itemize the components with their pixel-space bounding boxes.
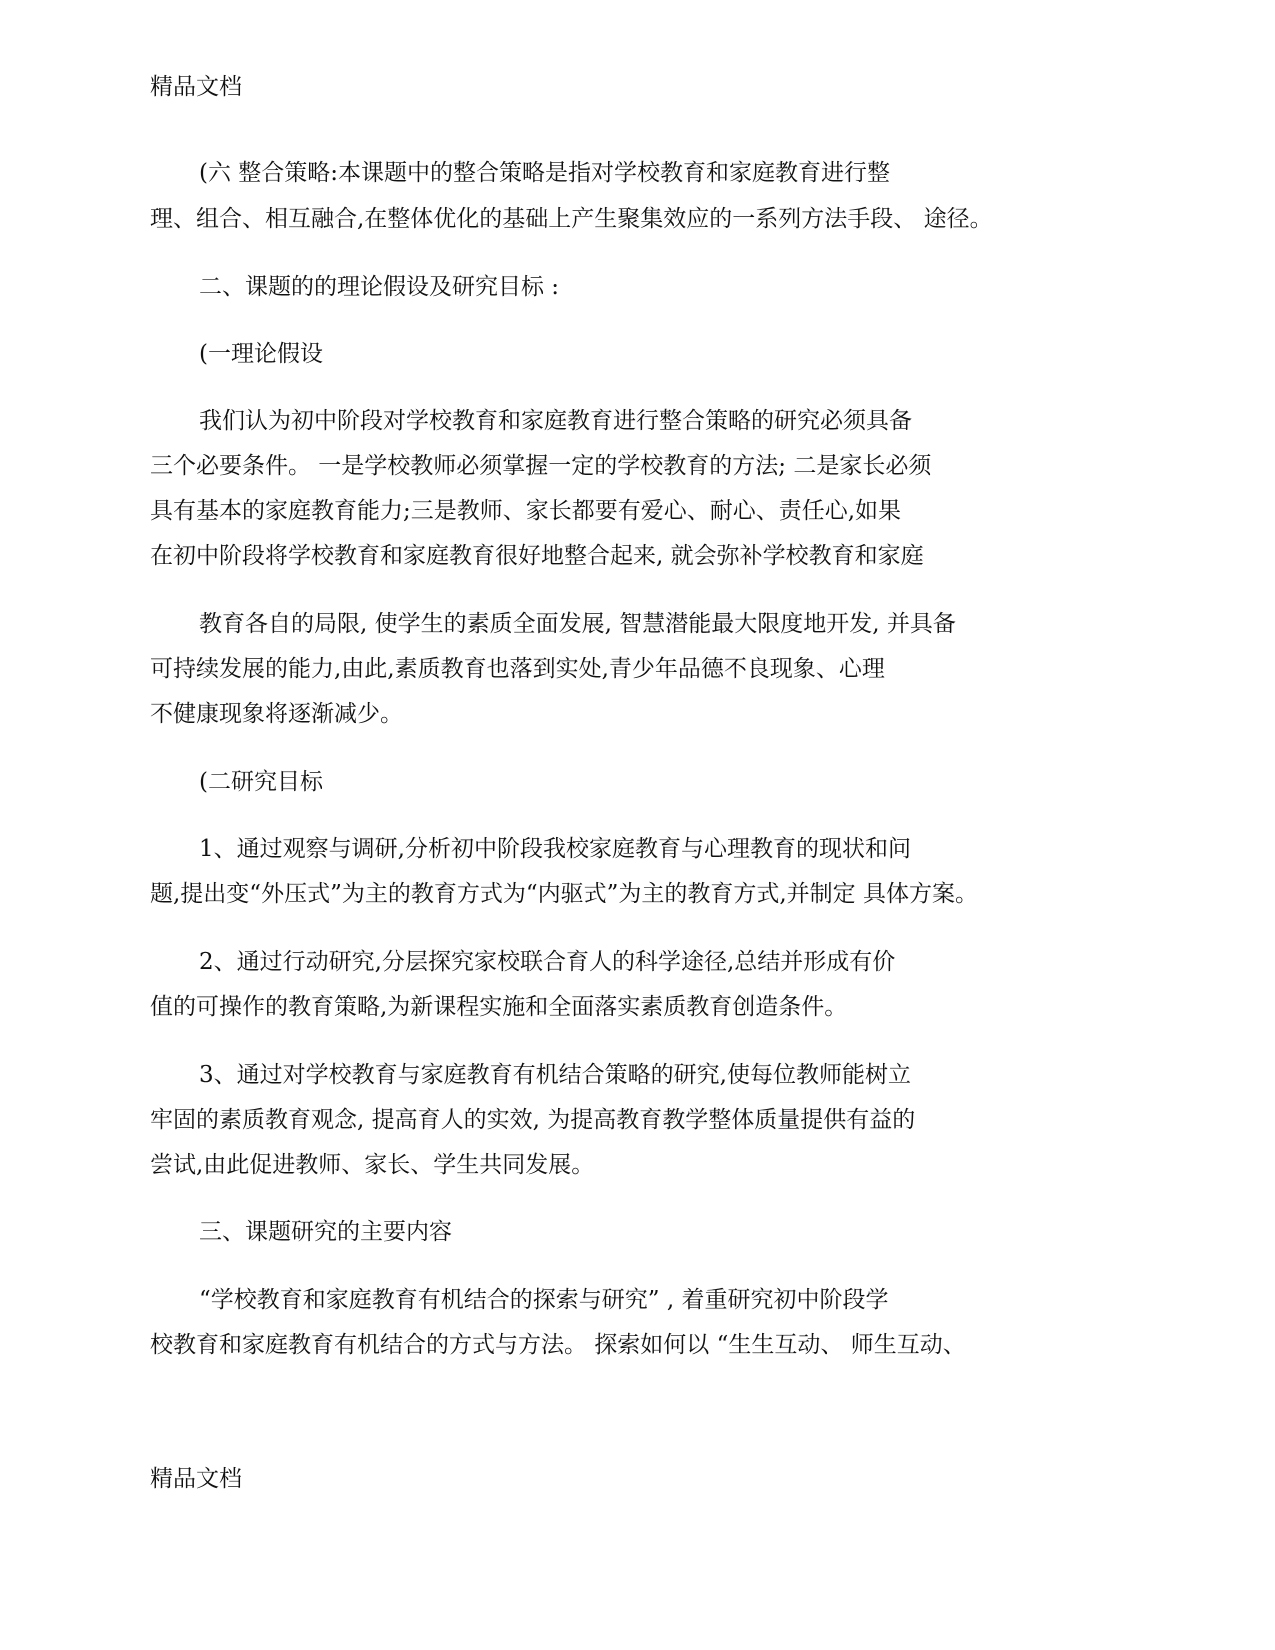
paragraph-line: 2、通过行动研究,分层探究家校联合育人的科学途径,总结并形成有价 [199,949,896,975]
paragraph-line: 在初中阶段将学校教育和家庭教育很好地整合起来, 就会弥补学校教育和家庭 [150,543,924,569]
page-header: 精品文档 [150,74,242,100]
paragraph-line: 理、组合、相互融合,在整体优化的基础上产生聚集效应的一系列方法手段、 途径。 [150,206,993,232]
paragraph-line: 值的可操作的教育策略,为新课程实施和全面落实素质教育创造条件。 [150,994,848,1020]
page-footer: 精品文档 [150,1466,242,1492]
paragraph-line: 题,提出变“外压式”为主的教育方式为“内驱式”为主的教育方式,并制定 具体方案。 [150,881,978,907]
paragraph-line: 教育各自的局限, 使学生的素质全面发展, 智慧潜能最大限度地开发, 并具备 [199,611,956,637]
paragraph-line: 不健康现象将逐渐减少。 [150,701,403,727]
paragraph-line: 具有基本的家庭教育能力;三是教师、家长都要有爱心、耐心、责任心,如果 [150,498,902,524]
paragraph-line: 牢固的素质教育观念, 提高育人的实效, 为提高教育教学整体质量提供有益的 [150,1107,916,1133]
subsection-heading: (二研究目标 [199,769,323,795]
subsection-heading: (一理论假设 [199,341,323,367]
paragraph-line: 我们认为初中阶段对学校教育和家庭教育进行整合策略的研究必须具备 [199,408,912,434]
paragraph-line: “学校教育和家庭教育有机结合的探索与研究” , 着重研究初中阶段学 [199,1287,889,1313]
paragraph-line: 可持续发展的能力,由此,素质教育也落到实处,青少年品德不良现象、心理 [150,656,885,682]
paragraph-line: (六 整合策略:本课题中的整合策略是指对学校教育和家庭教育进行整 [199,160,891,186]
paragraph-line: 校教育和家庭教育有机结合的方式与方法。 探索如何以 “生生互动、 师生互动、 [150,1332,966,1358]
paragraph-line: 1、通过观察与调研,分析初中阶段我校家庭教育与心理教育的现状和问 [199,836,911,862]
paragraph-line: 尝试,由此促进教师、家长、学生共同发展。 [150,1152,595,1178]
paragraph-line: 3、通过对学校教育与家庭教育有机结合策略的研究,使每位教师能树立 [199,1062,911,1088]
paragraph-line: 三个必要条件。 一是学校教师必须掌握一定的学校教育的方法; 二是家长必须 [150,453,932,479]
section-heading: 二、课题的的理论假设及研究目标 : [199,274,560,300]
section-heading: 三、课题研究的主要内容 [199,1219,452,1245]
